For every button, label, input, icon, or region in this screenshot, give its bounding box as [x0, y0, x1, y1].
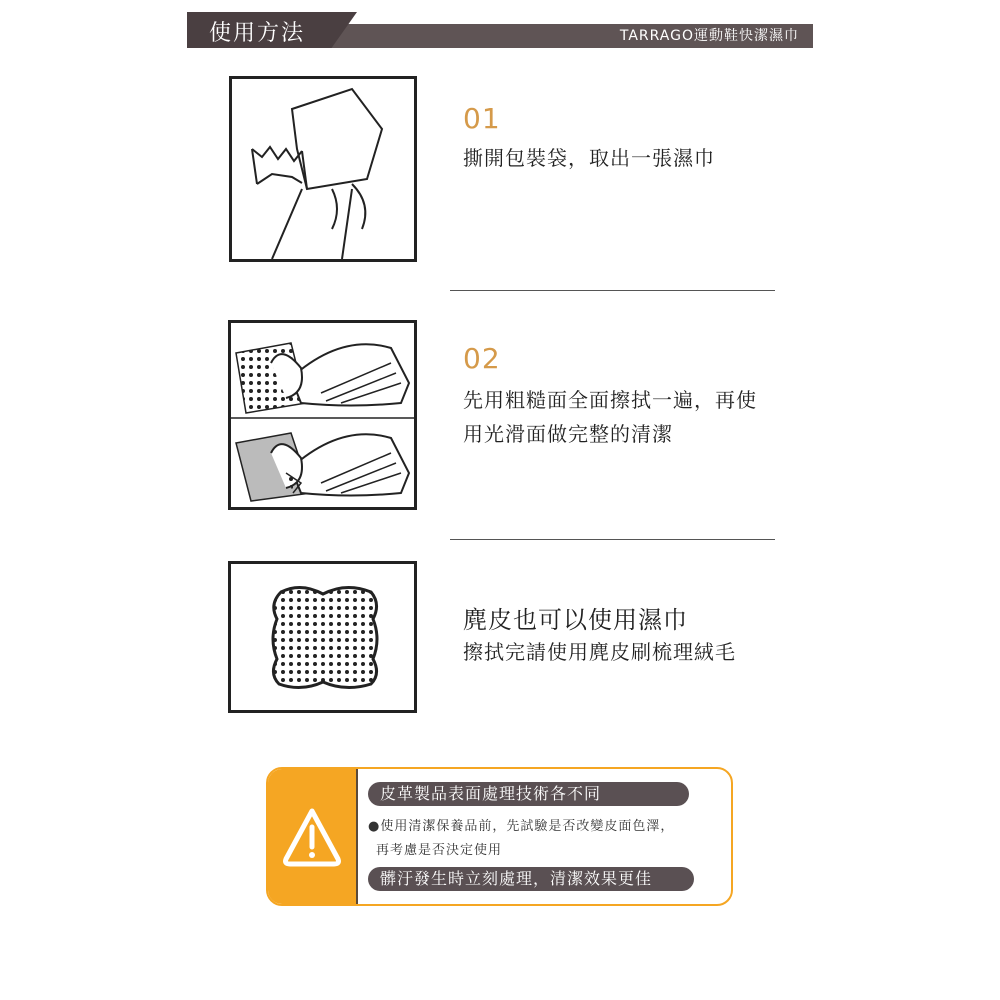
- warning-separator: [356, 769, 358, 904]
- step-text: 撕開包裝袋，取出一張濕巾: [463, 146, 715, 170]
- bullet-icon: ●: [368, 819, 381, 834]
- leather-hide-icon: [231, 564, 414, 710]
- step-text: 擦拭完請使用麂皮刷梳理絨毛: [463, 640, 736, 664]
- divider: [450, 539, 775, 540]
- step-number: 01: [463, 102, 501, 135]
- warning-footer: 髒汙發生時立刻處理，清潔效果更佳: [368, 867, 694, 891]
- wipe-shoe-icon: [231, 323, 414, 507]
- divider: [450, 290, 775, 291]
- suede-hide-illustration: [228, 561, 417, 713]
- step-text-line: 先用粗糙面全面擦拭一遍，再使: [463, 388, 757, 412]
- warning-box: [266, 767, 733, 906]
- warning-note-line: ●使用清潔保養品前，先試驗是否改變皮面色澤，: [368, 819, 675, 834]
- step-number: 02: [463, 342, 501, 375]
- warning-note-line: 再考慮是否決定使用: [376, 843, 503, 858]
- tear-packet-illustration: [229, 76, 417, 262]
- product-name: TARRAGO運動鞋快潔濕巾: [619, 28, 799, 44]
- tear-packet-icon: [232, 79, 414, 259]
- section-header: [187, 12, 813, 48]
- section-title: 使用方法: [209, 21, 306, 46]
- step-text-line: 用光滑面做完整的清潔: [463, 422, 673, 446]
- warning-heading: 皮革製品表面處理技術各不同: [368, 782, 689, 806]
- wipe-shoe-illustration: [228, 320, 417, 510]
- warning-sidebar: [268, 769, 356, 904]
- warning-triangle-icon: [268, 769, 356, 904]
- step-title: 麂皮也可以使用濕巾: [463, 606, 688, 634]
